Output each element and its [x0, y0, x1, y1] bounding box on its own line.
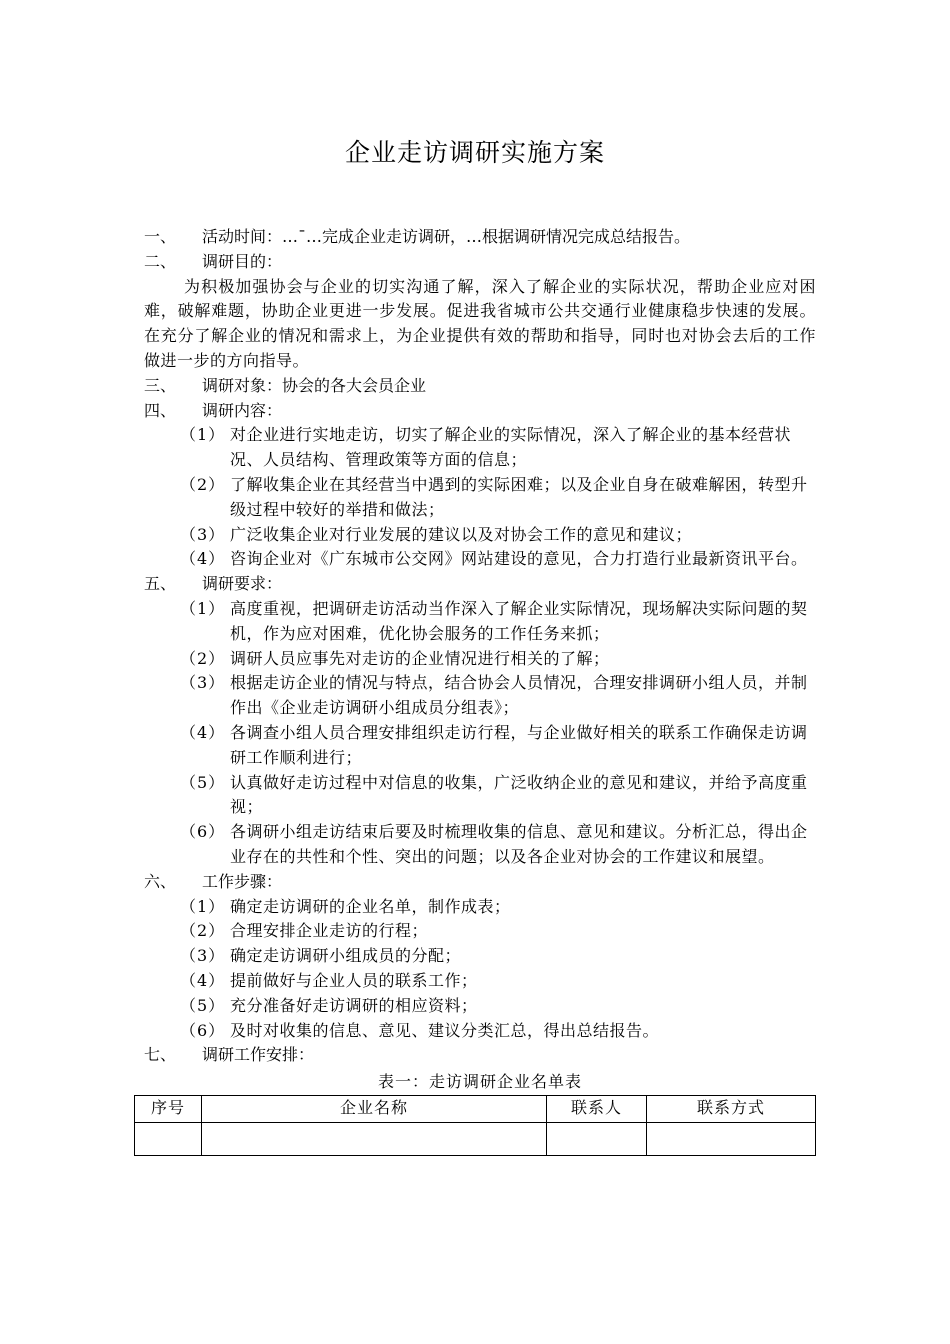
section-4: [144, 399, 816, 424]
item-text: 调研人员应事先对走访的企业情况进行相关的了解；: [230, 648, 610, 668]
item-number: （3）: [180, 946, 226, 966]
table-header-cell: 序号: [135, 1095, 202, 1122]
table-row: [135, 1122, 816, 1155]
section-3: [144, 374, 816, 399]
list-item: [144, 423, 816, 473]
item-text: 认真做好走访过程中对信息的收集，广泛收纳企业的意见和建议，并给予高度重视；: [230, 772, 808, 817]
item-text: 各调查小组人员合理安排组织走访行程，与企业做好相关的联系工作确保走访调研工作顺利进行；: [230, 722, 808, 767]
item-text: 及时对收集的信息、意见、建议分类汇总，得出总结报告。: [230, 1020, 660, 1040]
section-2: [144, 250, 816, 275]
list-item: [144, 944, 816, 969]
table-cell[interactable]: [547, 1122, 647, 1155]
item-text: 提前做好与企业人员的联系工作；: [230, 970, 478, 990]
item-number: （6）: [180, 822, 226, 842]
table-cell[interactable]: [202, 1122, 547, 1155]
section-heading: 工作步骤：: [202, 871, 283, 891]
item-number: （4）: [180, 970, 226, 990]
item-number: （4）: [180, 722, 226, 742]
item-text: 咨询企业对《广东城市公交网》网站建设的意见，合力打造行业最新资讯平台。: [230, 549, 808, 569]
item-text: 高度重视，把调研走访活动当作深入了解企业实际情况，现场解决实际问题的契机，作为应对困难，优化协会服务的工作任务来抓；: [230, 598, 808, 643]
item-text: 合理安排企业走访的行程；: [230, 921, 429, 941]
item-number: （5）: [180, 995, 226, 1015]
table-cell[interactable]: [647, 1122, 816, 1155]
item-number: （2）: [180, 474, 226, 494]
item-number: （1）: [180, 896, 226, 916]
company-list-table: [134, 1095, 816, 1156]
document-title: 企业走访调研实施方案: [344, 138, 605, 167]
document-body: [144, 225, 816, 1156]
section-heading: 调研内容：: [202, 400, 283, 420]
section-7: [144, 1043, 816, 1068]
section-number: 六、: [144, 871, 177, 891]
item-number: （3）: [180, 673, 226, 693]
item-text: 各调研小组走访结束后要及时梳理收集的信息、意见和建议。分析汇总，得出企业存在的共性和个性、突出的问题；以及各企业对协会的工作建议和展望。: [230, 822, 808, 866]
item-number: （5）: [180, 772, 226, 792]
list-item: [144, 994, 816, 1019]
section-heading: 调研目的：: [202, 251, 283, 271]
section-number: 三、: [144, 375, 177, 395]
list-item: [144, 1019, 816, 1044]
table-header-cell: 联系方式: [647, 1095, 816, 1122]
item-text: 根据走访企业的情况与特点，结合协会人员情况，合理安排调研小组人员，并制作出《企业走访调研小组成员分组表》；: [230, 673, 808, 718]
table-caption: 表一：走访调研企业名单表: [377, 1072, 582, 1092]
item-number: （6）: [180, 1020, 226, 1040]
list-item: [144, 547, 816, 572]
table-header-row: [135, 1095, 816, 1122]
list-item: [144, 895, 816, 920]
item-number: （2）: [180, 648, 226, 668]
item-text: 广泛收集企业对行业发展的建议以及对协会工作的意见和建议；: [230, 524, 693, 544]
section-number: 五、: [144, 574, 177, 594]
section-heading: 调研工作安排：: [202, 1045, 315, 1065]
item-text: 对企业进行实地走访，切实了解企业的实际情况，深入了解企业的基本经营状况、人员结构、管理政策等方面的信息；: [230, 425, 792, 470]
purpose-paragraph: 为积极加强协会与企业的切实沟通了解，深入了解企业的实际状况，帮助企业应对困难，破解难题，协助企业更进一步发展。促进我省城市公共交通行业健康稳步快速的发展。在充分了解企业的情况和需求上，为企业提供有效的帮助和指导，同时也对协会去后的工作做进一步的方向指导。: [144, 276, 816, 370]
section-heading: 调研要求：: [202, 574, 283, 594]
section-number: 二、: [144, 251, 177, 271]
list-item: [144, 820, 816, 870]
list-item: [144, 647, 816, 672]
section-5: [144, 572, 816, 597]
section-text: 调研对象：协会的各大会员企业: [202, 375, 427, 395]
item-number: （1）: [180, 425, 226, 445]
section-number: 一、: [144, 227, 177, 246]
section-6: [144, 870, 816, 895]
item-number: （3）: [180, 524, 226, 544]
section-text: 活动时间：…¯…完成企业走访调研，…根据调研情况完成总结报告。: [202, 227, 691, 246]
section-number: 四、: [144, 400, 177, 420]
table-cell[interactable]: [135, 1122, 202, 1155]
list-item: [144, 597, 816, 647]
list-item: [144, 969, 816, 994]
item-text: 确定走访调研小组成员的分配；: [230, 946, 462, 966]
list-item: [144, 771, 816, 821]
item-text: 了解收集企业在其经营当中遇到的实际困难；以及企业自身在破难解困，转型升级过程中较好的举措和做法；: [230, 474, 808, 519]
section-1: [144, 225, 816, 250]
list-item: [144, 523, 816, 548]
list-item: [144, 919, 816, 944]
item-text: 充分准备好走访调研的相应资料；: [230, 995, 478, 1015]
list-item: [144, 473, 816, 523]
item-number: （4）: [180, 549, 226, 569]
list-item: [144, 721, 816, 771]
list-item: [144, 671, 816, 721]
table-header-cell: 联系人: [547, 1095, 647, 1122]
item-number: （1）: [180, 598, 226, 618]
item-number: （2）: [180, 921, 226, 941]
item-text: 确定走访调研的企业名单，制作成表；: [230, 896, 511, 916]
table-header-cell: 企业名称: [202, 1095, 547, 1122]
section-number: 七、: [144, 1045, 177, 1065]
